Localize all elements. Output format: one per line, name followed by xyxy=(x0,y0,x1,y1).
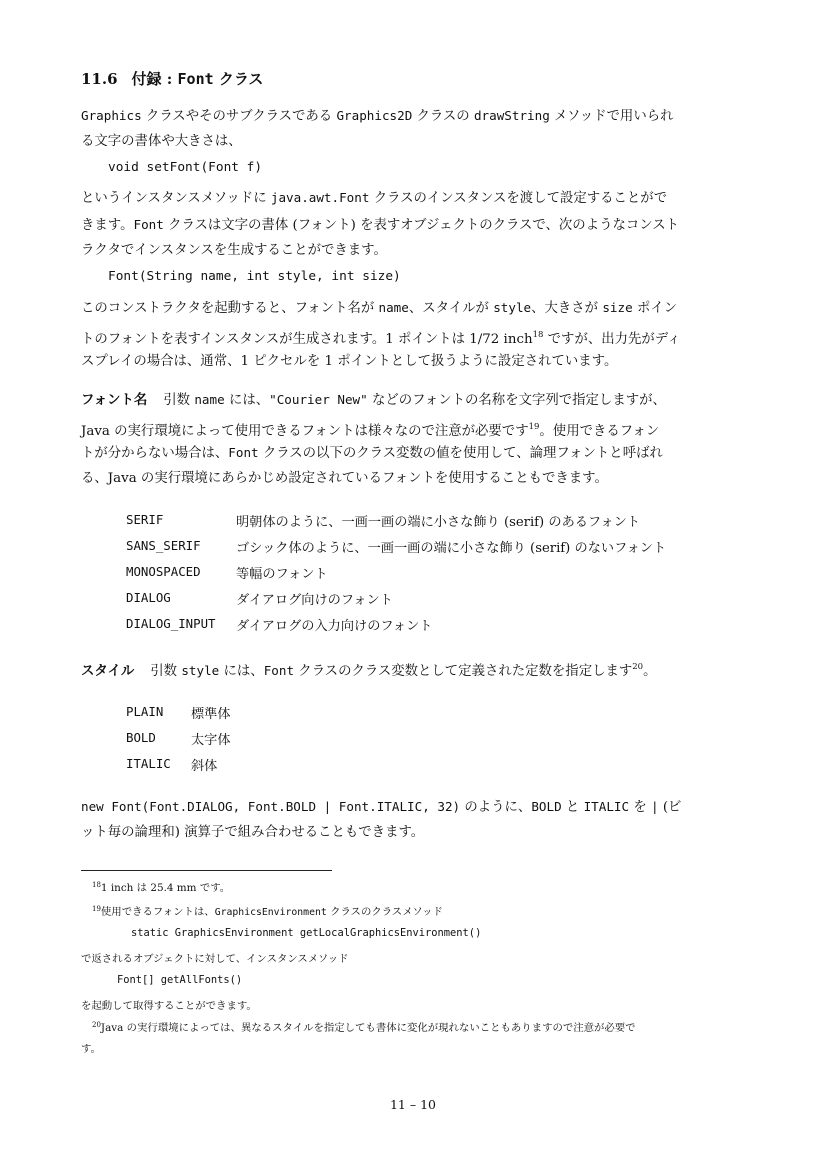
text: (ビ xyxy=(658,800,682,815)
code-name: name xyxy=(194,392,225,407)
footnote-20 xyxy=(92,1019,636,1034)
text: 、スタイルが xyxy=(408,301,494,316)
footnote-19 xyxy=(92,903,443,918)
text: Java の実行環境によって使用できるフォントは様々なので注意が必要です xyxy=(81,424,529,439)
text: というインスタンスメソッドに xyxy=(81,191,271,206)
text: 引数 xyxy=(163,393,195,408)
intro-line-4 xyxy=(81,215,679,236)
intro-line-8: スプレイの場合は、通常、1 ピクセルを 1 ポイントとして扱うように設定されています。 xyxy=(81,354,618,369)
footnote-text: 使用できるフォントは、 xyxy=(100,906,215,918)
section-number: 11.6 xyxy=(81,70,118,88)
list-item-desc: 標準体 xyxy=(191,707,231,722)
code-italic: ITALIC xyxy=(583,799,630,814)
text: などのフォントの名称を文字列で指定しますが、 xyxy=(367,393,666,408)
list-item-desc: 太字体 xyxy=(191,733,231,748)
text: トが分からない場合は、 xyxy=(81,446,229,461)
text: クラスの xyxy=(412,109,474,124)
footnote-text: 1 inch は 25.4 mm です。 xyxy=(100,882,231,894)
code-new-font-example: new Font(Font.DIALOG, Font.BOLD | Font.ITALIC, 32) xyxy=(81,799,461,814)
text: 、大きさが xyxy=(531,301,603,316)
text: 。使用できるフォン xyxy=(539,424,660,439)
list-item-key: DIALOG xyxy=(126,590,171,605)
text: クラスやそのサブクラスである xyxy=(141,109,337,124)
code-drawstring: drawString xyxy=(473,108,550,123)
text: メソッドで用いられ xyxy=(549,109,674,124)
text: クラスのクラス変数として定義された定数を指定します xyxy=(294,664,633,679)
text: には、 xyxy=(219,664,264,679)
text: のように、 xyxy=(460,800,532,815)
text: には、 xyxy=(224,393,270,408)
footnote-divider xyxy=(81,870,332,871)
code-font-constructor: Font(String name, int style, int size) xyxy=(108,269,401,284)
list-item-desc: 明朝体のように、一画一画の端に小さな飾り (serif) のあるフォント xyxy=(236,515,641,530)
section-title-suffix: クラス xyxy=(213,70,264,88)
intro-line-6 xyxy=(81,298,677,319)
style-line-1 xyxy=(81,657,656,682)
text: クラスは文字の書体 (フォント) を表すオブジェクトのクラスで、次のようなコンスト xyxy=(163,218,680,233)
combine-line-1 xyxy=(81,797,681,818)
code-pipe: | xyxy=(650,799,659,814)
code-graphics2d: Graphics2D xyxy=(336,108,413,123)
footnote-18 xyxy=(92,879,230,894)
footnote-ref-19: 19 xyxy=(528,422,540,432)
fontname-line-4: る、Java の実行環境にあらかじめ設定されているフォントを使用することもできます。 xyxy=(81,471,608,486)
style-label: スタイル xyxy=(81,663,135,679)
intro-line-1 xyxy=(81,106,674,127)
text: ですが、出力先がディ xyxy=(543,332,681,347)
code-graphicsenvironment: GraphicsEnvironment xyxy=(214,907,327,918)
section-title-code: Font xyxy=(177,70,214,88)
text: 引数 xyxy=(150,664,182,679)
footnote-19-continued: で返されるオブジェクトに対して、インスタンスメソッド xyxy=(81,953,349,965)
code-size: size xyxy=(602,300,633,315)
code-font: Font xyxy=(133,217,164,232)
footnote-text: Java の実行環境によっては、異なるスタイルを指定しても書体に変化が現れないこともありますので注意が必要で xyxy=(100,1022,636,1034)
code-style: style xyxy=(181,663,220,678)
footnote-ref-20: 20 xyxy=(632,662,644,672)
list-item-key: ITALIC xyxy=(126,756,171,771)
code-bold: BOLD xyxy=(531,799,562,814)
code-name: name xyxy=(378,300,409,315)
list-item-key: PLAIN xyxy=(126,704,164,719)
list-item-key: DIALOG_INPUT xyxy=(126,616,216,631)
footnote-ref-18: 18 xyxy=(532,330,544,340)
list-item-desc: 斜体 xyxy=(191,759,218,774)
fontname-line-1 xyxy=(81,390,666,411)
fontname-line-3 xyxy=(81,443,663,464)
combine-line-2: ット毎の論理和) 演算子で組み合わせることもできます。 xyxy=(81,825,425,840)
text: クラスの以下のクラス変数の値を使用して、論理フォントと呼ばれ xyxy=(258,446,663,461)
text: トのフォントを表すインスタンスが生成されます。1 ポイントは 1/72 inch xyxy=(81,332,533,347)
code-font: Font xyxy=(228,445,259,460)
list-item-desc: ゴシック体のように、一画一画の端に小さな飾り (serif) のないフォント xyxy=(236,541,667,556)
code-courier-new: "Courier New" xyxy=(269,392,368,407)
text: このコンストラクタを起動すると、フォント名が xyxy=(81,301,379,316)
intro-line-2: る文字の書体や大きさは、 xyxy=(81,134,242,149)
list-item-key: BOLD xyxy=(126,730,156,745)
text: を xyxy=(629,800,651,815)
list-item-key: SANS_SERIF xyxy=(126,538,201,553)
code-style: style xyxy=(493,300,532,315)
footnote-19-end: を起動して取得することができます。 xyxy=(81,1000,257,1012)
text: ポイン xyxy=(632,301,678,316)
list-item-desc: ダイアログの入力向けのフォント xyxy=(236,619,433,634)
list-item-key: MONOSPACED xyxy=(126,564,201,579)
code-font: Font xyxy=(263,663,295,678)
footnote-mark: 19 xyxy=(92,905,101,913)
footnote-text: クラスのクラスメソッド xyxy=(326,906,443,918)
list-item-key: SERIF xyxy=(126,512,164,527)
code-setfont: void setFont(Font f) xyxy=(108,160,263,175)
footnote-mark: 20 xyxy=(92,1021,101,1029)
footnote-20-continued: す。 xyxy=(81,1043,101,1055)
page-number: 11 – 10 xyxy=(389,1097,436,1112)
text: 。 xyxy=(643,664,657,679)
fontname-line-2 xyxy=(81,417,659,442)
text: と xyxy=(561,800,584,815)
list-item-desc: 等幅のフォント xyxy=(236,567,328,582)
list-item-desc: ダイアログ向けのフォント xyxy=(236,593,393,608)
section-title-prefix: 付録 : xyxy=(131,70,178,88)
text: きます。 xyxy=(81,218,134,233)
intro-line-5: ラクタでインスタンスを生成することができます。 xyxy=(81,243,387,258)
code-java-awt-font: java.awt.Font xyxy=(270,190,370,205)
text: クラスのインスタンスを渡して設定することがで xyxy=(369,191,668,206)
footnote-code-1: static GraphicsEnvironment getLocalGraphicsEnvironment() xyxy=(131,927,482,939)
intro-line-7 xyxy=(81,325,681,350)
code-graphics: Graphics xyxy=(81,108,142,123)
section-heading xyxy=(81,68,263,89)
footnote-code-2: Font[] getAllFonts() xyxy=(117,974,243,986)
fontname-label: フォント名 xyxy=(81,392,148,408)
intro-line-3 xyxy=(81,188,667,209)
footnote-mark: 18 xyxy=(92,881,101,889)
